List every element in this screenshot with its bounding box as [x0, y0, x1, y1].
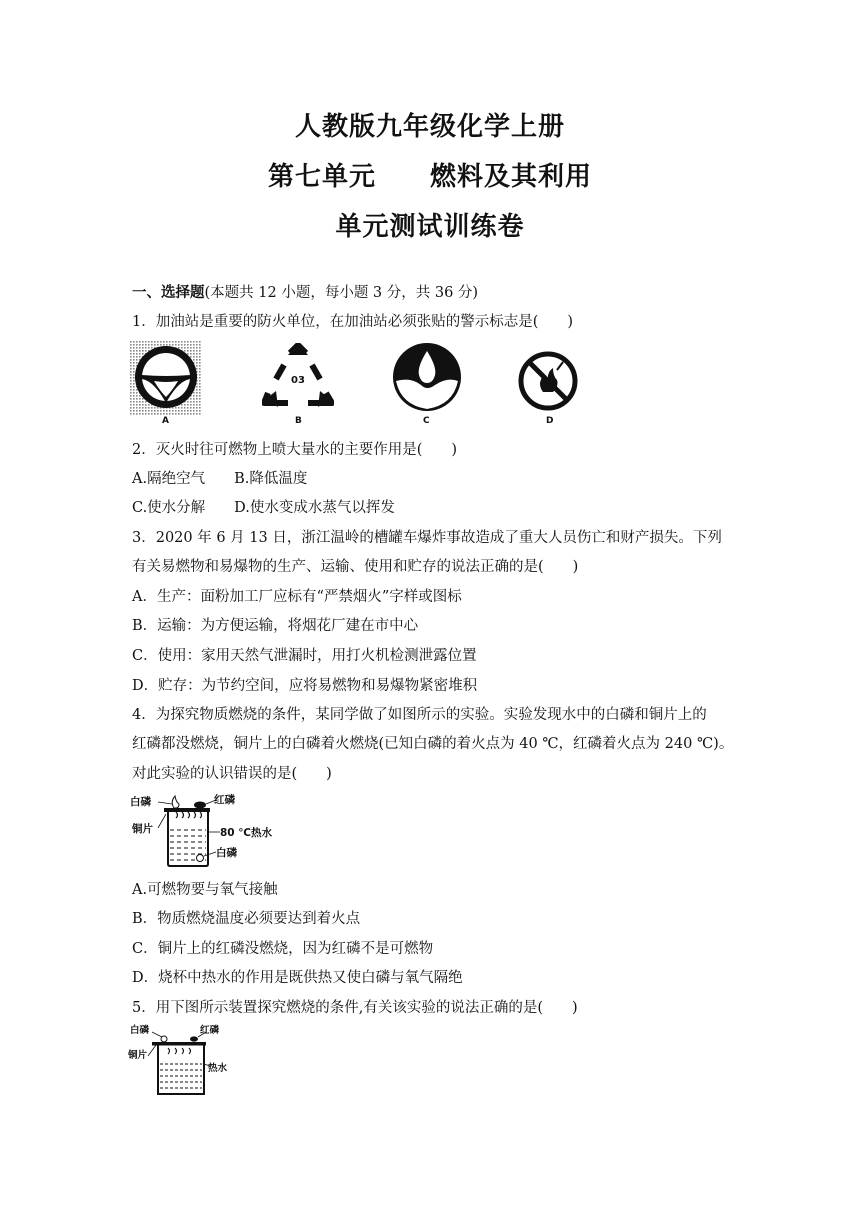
question-4-stem-line-1: 4．为探究物质燃烧的条件，某同学做了如图所示的实验。实验发现水中的白磷和铜片上的: [132, 707, 707, 723]
question-5-stem: 5．用下图所示装置探究燃烧的条件,有关该实验的说法正确的是( ): [132, 1000, 578, 1016]
figure-4-label-white-p-water: 白磷: [216, 847, 237, 859]
question-3-option-d: D．贮存：为节约空间，应将易燃物和易爆物紧密堆积: [132, 678, 478, 694]
figure-4-label-red-p: 红磷: [214, 794, 235, 806]
question-4-stem-line-2: 红磷都没燃烧，铜片上的白磷着火燃烧(已知白磷的着火点为 40 ℃，红磷着火点为 240 ℃)。: [132, 736, 734, 752]
figure-4-label-hot-water: 80 ℃热水: [220, 827, 272, 839]
question-1-stem: 1．加油站是重要的防火单位，在加油站必须张贴的警示标志是( ): [132, 314, 574, 330]
option-d-label: D: [546, 416, 554, 426]
option-b-label: B: [295, 416, 302, 426]
question-3-option-c: C．使用：家用天然气泄漏时，用打火机检测泄露位置: [132, 648, 477, 664]
section-heading-row: [132, 283, 478, 303]
question-2-stem: 2．灭火时往可燃物上喷大量水的主要作用是( ): [132, 442, 458, 458]
question-3-stem-line-2: 有关易燃物和易爆物的生产、运输、使用和贮存的说法正确的是( ): [132, 559, 579, 575]
question-4-stem-line-3: 对此实验的认识错误的是( ): [132, 766, 332, 782]
option-d-no-fire-icon: [517, 350, 579, 412]
option-a-eco-label-icon: [130, 341, 202, 415]
question-4-experiment-figure: [130, 792, 280, 870]
figure-4-label-white-p: 白磷: [130, 796, 151, 808]
question-4-option-c: C．铜片上的红磷没燃烧，因为红磷不是可燃物: [132, 941, 434, 957]
option-c-label: C: [423, 416, 430, 426]
unit-title: 第七单元 燃料及其利用: [267, 162, 592, 192]
page-title: 人教版九年级化学上册: [294, 112, 565, 142]
option-a-label: A: [162, 416, 169, 426]
question-3-option-b: B．运输：为方便运输，将烟花厂建在市中心: [132, 618, 419, 634]
section-heading: 一、选择题: [132, 285, 205, 301]
section-note: (本题共 12 小题，每小题 3 分，共 36 分): [204, 285, 479, 301]
question-3-option-a: A．生产：面粉加工厂应标有“严禁烟火”字样或图标: [132, 589, 462, 605]
option-b-recycle-03-icon: [262, 343, 334, 413]
question-4-option-d: D．烧杯中热水的作用是既供热又使白磷与氧气隔绝: [132, 970, 463, 986]
test-title: 单元测试训练卷: [335, 212, 525, 242]
recycle-code: 03: [291, 375, 305, 386]
figure-5-label-white-p: 白磷: [130, 1025, 150, 1036]
figure-5-label-red-p: 红磷: [200, 1025, 220, 1036]
figure-5-label-hot-water: 热水: [208, 1063, 228, 1074]
question-5-experiment-figure: [128, 1022, 238, 1098]
question-4-option-a: A.可燃物要与氧气接触: [132, 882, 278, 898]
question-2-options-row-2: C.使水分解 D.使水变成水蒸气以挥发: [132, 500, 395, 516]
question-3-stem-line-1: 3．2020 年 6 月 13 日，浙江温岭的槽罐车爆炸事故造成了重大人员伤亡和财产损失。下列: [132, 530, 722, 546]
figure-5-label-copper: 铜片: [128, 1050, 148, 1061]
option-c-water-drop-icon: [391, 341, 463, 413]
question-2-options-row-1: A.隔绝空气 B.降低温度: [132, 471, 308, 487]
figure-4-label-copper: 铜片: [132, 823, 153, 835]
question-4-option-b: B．物质燃烧温度必须要达到着火点: [132, 911, 361, 927]
